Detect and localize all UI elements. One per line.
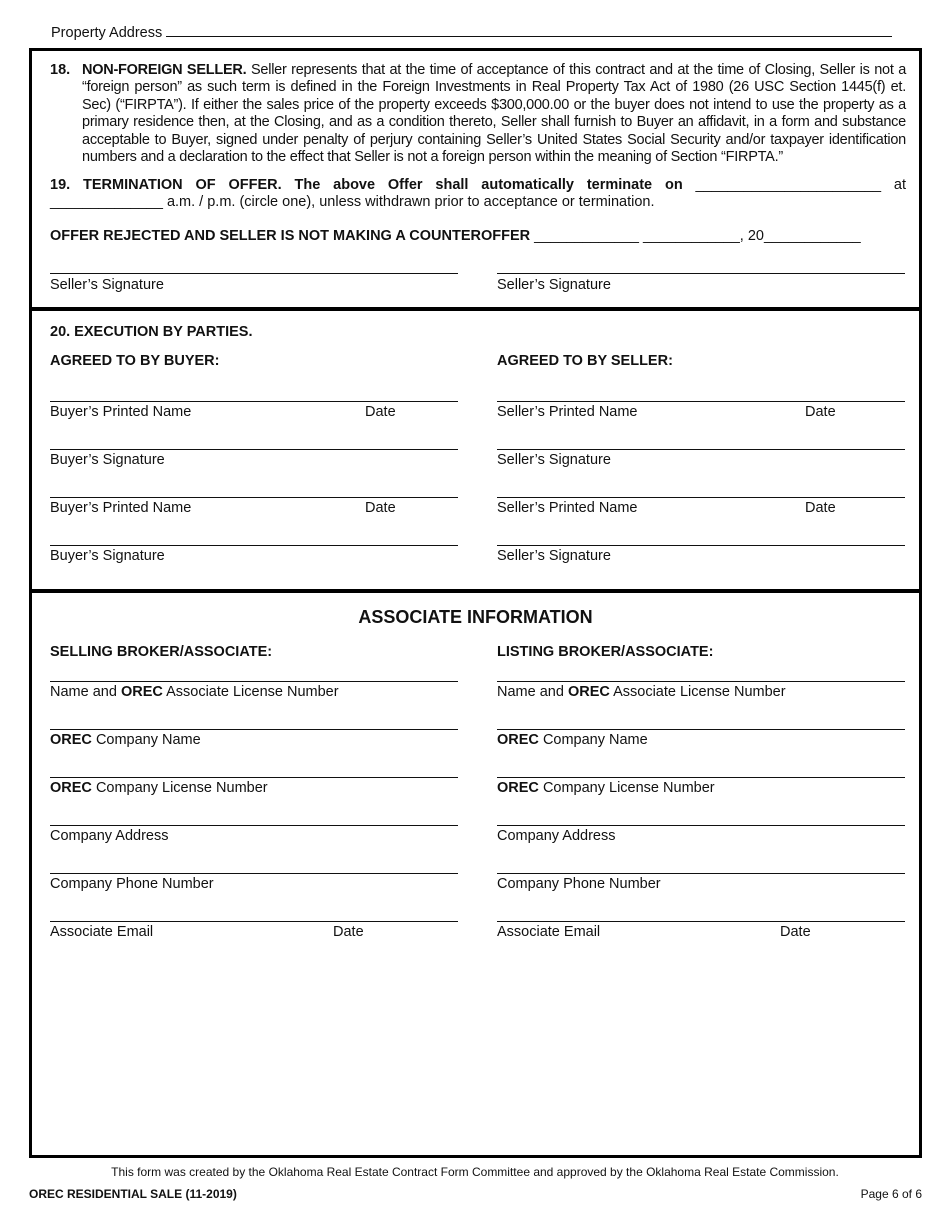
termination-date-blank[interactable]: _______________________ — [695, 177, 882, 193]
buyer-2-date-label: Date — [365, 500, 396, 516]
footer-note: This form was created by the Oklahoma Real Estate Contract Form Committee and approved by the Oklahoma Real Estate Commission. — [111, 1165, 839, 1179]
selling-associate-email-label: Associate Email — [50, 924, 154, 940]
section-19 — [50, 177, 906, 211]
section-19-text: a.m. / p.m. (circle one), unless withdrawn prior to acceptance or termination. — [166, 194, 655, 210]
offer-rejected-line — [50, 228, 906, 244]
selling-company-license-line[interactable] — [50, 777, 458, 778]
buyer-1-signature-line[interactable] — [50, 449, 458, 450]
selling-name-license-line[interactable] — [50, 681, 458, 682]
rejected-seller-signature-line-left[interactable] — [50, 273, 458, 274]
rejected-seller-signature-line-right[interactable] — [497, 273, 905, 274]
listing-company-address-line[interactable] — [497, 825, 905, 826]
section-divider-1 — [32, 307, 919, 311]
selling-date-label: Date — [333, 924, 364, 940]
section-divider-2 — [32, 589, 919, 593]
associate-info-title: ASSOCIATE INFORMATION — [358, 607, 593, 627]
buyer-2-printed-name-label: Buyer’s Printed Name — [50, 500, 192, 516]
buyer-1-date-label: Date — [365, 404, 396, 420]
property-address-field[interactable] — [51, 24, 892, 41]
selling-company-name-line[interactable] — [50, 729, 458, 730]
form-id: OREC RESIDENTIAL SALE (11-2019) — [29, 1187, 237, 1201]
offer-rejected-date-blanks[interactable]: _____________ ____________, 20____________ — [534, 228, 861, 244]
selling-broker-heading: SELLING BROKER/ASSOCIATE: — [50, 644, 273, 660]
selling-company-phone-label: Company Phone Number — [50, 876, 214, 892]
listing-associate-email-line[interactable] — [497, 921, 905, 922]
termination-time-blank[interactable]: ______________ — [50, 194, 163, 210]
listing-company-address-label: Company Address — [497, 828, 616, 844]
buyer-1-signature-label: Buyer’s Signature — [50, 452, 165, 468]
seller-2-printed-name-line[interactable] — [497, 497, 905, 498]
seller-1-printed-name-label: Seller’s Printed Name — [497, 404, 638, 420]
selling-company-address-line[interactable] — [50, 825, 458, 826]
listing-associate-email-label: Associate Email — [497, 924, 601, 940]
selling-associate-email-line[interactable] — [50, 921, 458, 922]
seller-2-date-label: Date — [805, 500, 836, 516]
section-18-text: Seller represents that at the time of acceptance of this contract and at the time of Closing, Seller is not a “foreign person” as such term is defined in the Foreign Investments in Real Property Tax Act of 1980 (26 USC Section 1445(f) et. Sec) (“FIRPTA”). If either the sales price of the property exceeds $300,000.00 or the buyer does not intend to use the property as a primary residence then, at the Closing, and as a condition thereto, Seller shall furnish to Buyer an affidavit, in a form and substance acceptable to Buyer, signed under penalty of perjury containing Seller’s United States Social Security and/or taxpayer identification numbers and a declaration to the effect that Seller is not a foreign person within the meaning of Section “FIRPTA.” — [82, 62, 907, 166]
buyer-heading: AGREED TO BY BUYER: — [50, 353, 220, 369]
listing-company-phone-label: Company Phone Number — [497, 876, 661, 892]
listing-name-license-label: Name and OREC Associate License Number — [497, 684, 786, 700]
page-number: Page 6 of 6 — [860, 1187, 922, 1201]
buyer-1-printed-name-label: Buyer’s Printed Name — [50, 404, 192, 420]
listing-company-license-line[interactable] — [497, 777, 905, 778]
offer-rejected-label: OFFER REJECTED AND SELLER IS NOT MAKING A COUNTEROFFER — [50, 228, 531, 244]
property-address-input[interactable] — [166, 24, 892, 37]
selling-company-license-label: OREC Company License Number — [50, 780, 268, 796]
buyer-1-printed-name-line[interactable] — [50, 401, 458, 402]
listing-company-name-label: OREC Company Name — [497, 732, 648, 748]
section-19-at: at — [893, 177, 906, 193]
listing-company-phone-line[interactable] — [497, 873, 905, 874]
listing-company-license-label: OREC Company License Number — [497, 780, 715, 796]
listing-date-label: Date — [780, 924, 811, 940]
section-19-title: 19. TERMINATION OF OFFER. The above Offer shall automatically terminate on — [50, 177, 683, 193]
buyer-2-printed-name-line[interactable] — [50, 497, 458, 498]
seller-heading: AGREED TO BY SELLER: — [497, 353, 673, 369]
listing-company-name-line[interactable] — [497, 729, 905, 730]
listing-broker-heading: LISTING BROKER/ASSOCIATE: — [497, 644, 714, 660]
seller-2-signature-line[interactable] — [497, 545, 905, 546]
rejected-seller-signature-label-right: Seller’s Signature — [497, 277, 611, 293]
seller-1-date-label: Date — [805, 404, 836, 420]
section-18-title: NON-FOREIGN SELLER. — [82, 62, 247, 78]
section-20-title: 20. EXECUTION BY PARTIES. — [50, 324, 253, 340]
property-address-label: Property Address — [51, 25, 163, 41]
seller-2-printed-name-label: Seller’s Printed Name — [497, 500, 638, 516]
seller-2-signature-label: Seller’s Signature — [497, 548, 611, 564]
seller-1-signature-label: Seller’s Signature — [497, 452, 611, 468]
section-18-number: 18. — [50, 62, 71, 78]
buyer-2-signature-label: Buyer’s Signature — [50, 548, 165, 564]
listing-name-license-line[interactable] — [497, 681, 905, 682]
seller-1-printed-name-line[interactable] — [497, 401, 905, 402]
seller-1-signature-line[interactable] — [497, 449, 905, 450]
buyer-2-signature-line[interactable] — [50, 545, 458, 546]
selling-name-license-label: Name and OREC Associate License Number — [50, 684, 339, 700]
rejected-seller-signature-label-left: Seller’s Signature — [50, 277, 164, 293]
selling-company-address-label: Company Address — [50, 828, 169, 844]
selling-company-phone-line[interactable] — [50, 873, 458, 874]
form-frame — [29, 48, 922, 1158]
selling-company-name-label: OREC Company Name — [50, 732, 201, 748]
section-18 — [50, 62, 906, 166]
